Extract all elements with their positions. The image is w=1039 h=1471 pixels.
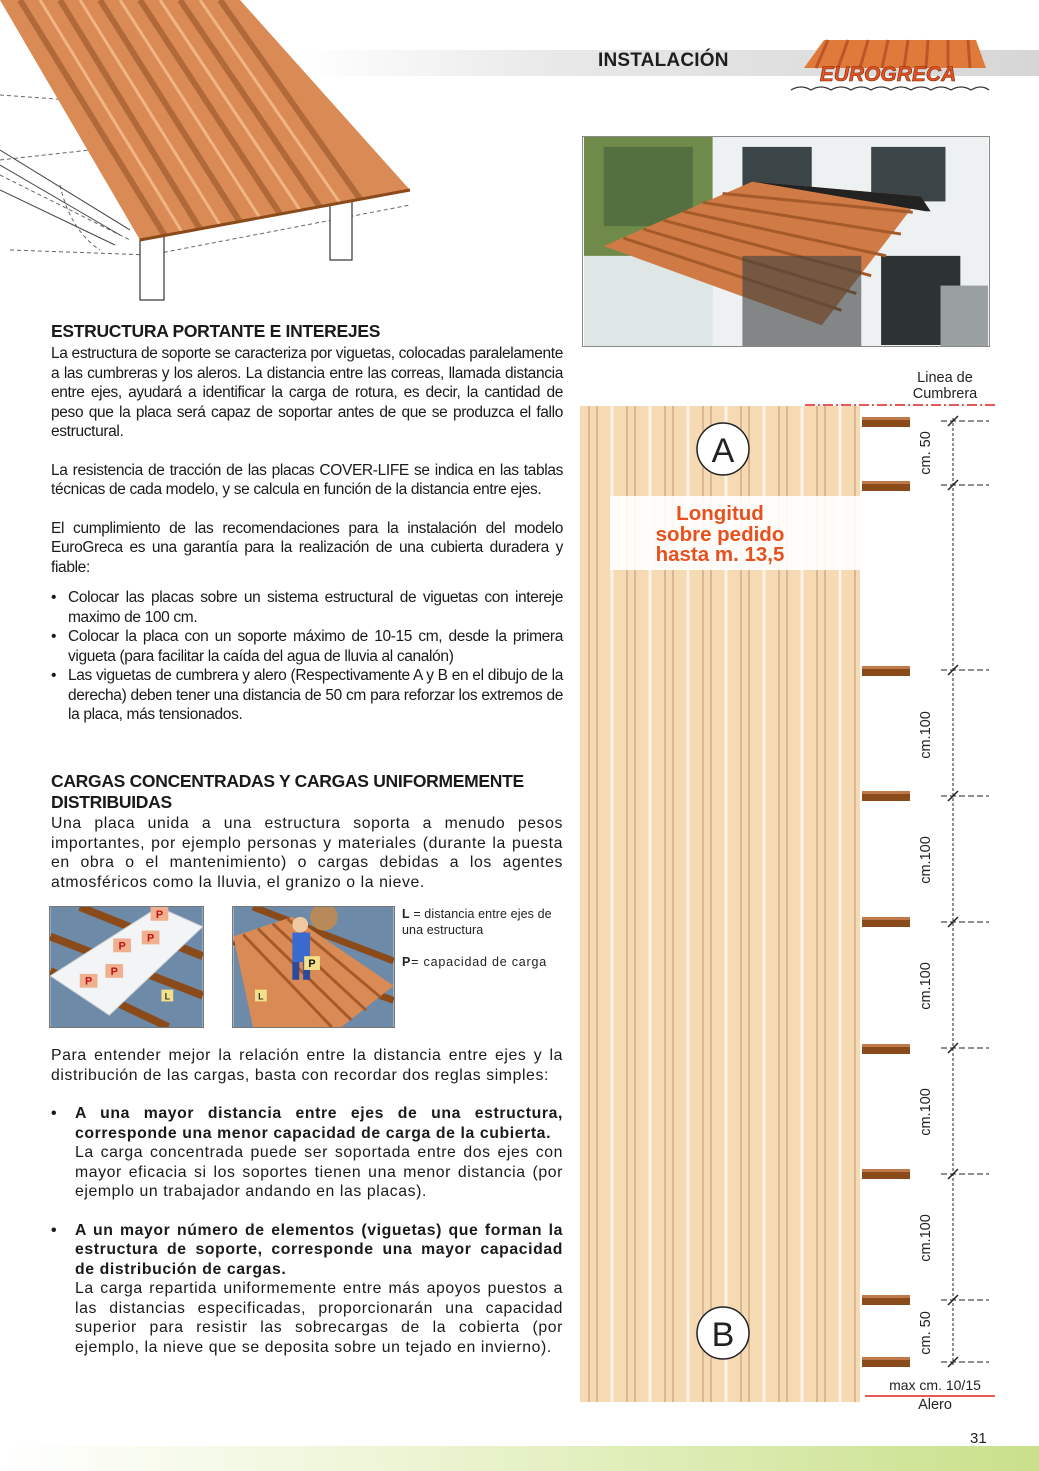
dimension-labels [918, 431, 934, 1355]
load-label-p: P [85, 975, 93, 988]
dimension-line [941, 416, 989, 1367]
max-overhang-label: max cm. 10/15 [889, 1377, 981, 1393]
eurogreca-logo [786, 32, 991, 94]
section2-para1: Una placa unida a una estructura soporta a menudo pesos importantes, por ejemplo personas y materiales (durante la puesta en obra o el mantenimiento) o cargas debidas a los agentes atmosféricos como la lluvia, el granizo o la nieve. [51, 815, 563, 891]
rule-text: La carga repartida uniformemente entre más apoyos puestos a las distancias especificadas, proporcionarán una capacidad superior para resistir las sobrecargas de la cobierta (por ejemplo, la nieve que se deposita sobre un tejado en invierno). [75, 1280, 563, 1356]
svg-text:hasta m. 13,5: hasta m. 13,5 [655, 543, 785, 566]
load-label-p: P [110, 965, 118, 978]
section2-para2: Para entender mejor la relación entre la distancia entre ejes y la distribución de las cargas, basta con recordar dos reglas simples: [51, 1047, 563, 1084]
svg-text:cm.100: cm.100 [918, 1214, 934, 1262]
rule-item [51, 1104, 563, 1202]
logo-text: EUROGRECA [819, 63, 957, 86]
sheet-installation-diagram [575, 360, 1039, 1420]
svg-text:cm.100: cm.100 [918, 1088, 934, 1136]
spacing-label-l: L [258, 991, 264, 1002]
section1-para1: La estructura de soporte se caracteriza por viguetas, colocadas paralelamente a las cumbreras y los aleros. La distancia entre las correas, llamada distancia entre ejes, ayudará a identificar la carga de rotura, es decir, la cantidad de peso que la placa será capaz de soportar antes de que se produzca el fallo estructural. [51, 345, 563, 440]
load-label-p: P [155, 908, 164, 921]
marker-b [697, 1307, 749, 1359]
legend-p: P= capacidad de carga [402, 955, 548, 969]
svg-text:A: A [711, 432, 735, 470]
section-title: INSTALACIÓN [598, 50, 729, 71]
section1-para2: La resistencia de tracción de las placas COVER-LIFE se indica en las tablas técnicas de cada modelo, y se calcula en función de la distancia entre ejes. [51, 461, 563, 498]
legend-l: L = distancia entre ejes de una estructura [402, 907, 552, 937]
svg-text:Longitud: Longitud [676, 502, 764, 525]
svg-text:cm. 50: cm. 50 [918, 1311, 934, 1355]
concentrated-load-illustration [232, 906, 395, 1028]
page-number: 31 [970, 1430, 987, 1447]
load-label-p: P [146, 932, 155, 945]
rule-title: • A un mayor número de elementos (viguetas) que forman la estructura de soporte, corresponde una mayor capacidad de distribución de cargas. [75, 1221, 563, 1278]
svg-text:cm.100: cm.100 [918, 962, 934, 1010]
list-item: • Colocar la placa con un soporte máximo de 10-15 cm, desde la primera vigueta (para facilitar la caída del agua de lluvia al canalón) [51, 627, 563, 666]
svg-text:cm.100: cm.100 [918, 711, 934, 759]
beams [862, 417, 910, 1367]
section1-bullets [51, 588, 563, 725]
ridge-label: Cumbrera [912, 386, 978, 402]
load-label-p: P [118, 940, 126, 953]
load-label-p: P [308, 958, 316, 970]
installed-roof-photo [582, 136, 990, 347]
section1-title: ESTRUCTURA PORTANTE E INTEREJES [51, 321, 381, 341]
section1-para3: El cumplimiento de las recomendaciones para la instalación del modelo EuroGreca es una garantía para la realización de una cubierta duradera y fiable: [51, 519, 563, 576]
section2-title: CARGAS CONCENTRADAS Y CARGAS UNIFORMEMENTE DISTRIBUIDAS [51, 771, 524, 812]
ridge-label: Linea de [917, 370, 973, 386]
distributed-load-illustration [49, 906, 204, 1028]
svg-text:B: B [711, 1316, 735, 1354]
rule-item [51, 1221, 563, 1358]
eave-label: Alero [918, 1397, 952, 1413]
list-item: • Colocar las placas sobre un sistema estructural de viguetas con intereje maximo de 100 cm. [51, 588, 563, 627]
spacing-label-l: L [164, 991, 171, 1002]
roof-installation-drawing [0, 0, 420, 305]
rule-title: • A una mayor distancia entre ejes de una estructura, corresponde una menor capacidad de carga de la cubierta. [75, 1105, 563, 1142]
svg-text:sobre pedido: sobre pedido [655, 523, 785, 546]
svg-text:cm.100: cm.100 [918, 836, 934, 884]
rule-text: La carga concentrada puede ser soportada entre dos ejes con mayor eficacia si los soportes tienen una menor distancia (por ejemplo un trabajador andando en las placas). [75, 1144, 563, 1200]
marker-a [697, 423, 749, 475]
list-item: • Las viguetas de cumbrera y alero (Respectivamente A y B en el dibujo de la derecha) deben tener una distancia de 50 cm para reforzar los extremos de la placa, más tensionados. [51, 666, 563, 725]
footer-bar [0, 1446, 1039, 1471]
svg-text:cm. 50: cm. 50 [918, 431, 934, 475]
